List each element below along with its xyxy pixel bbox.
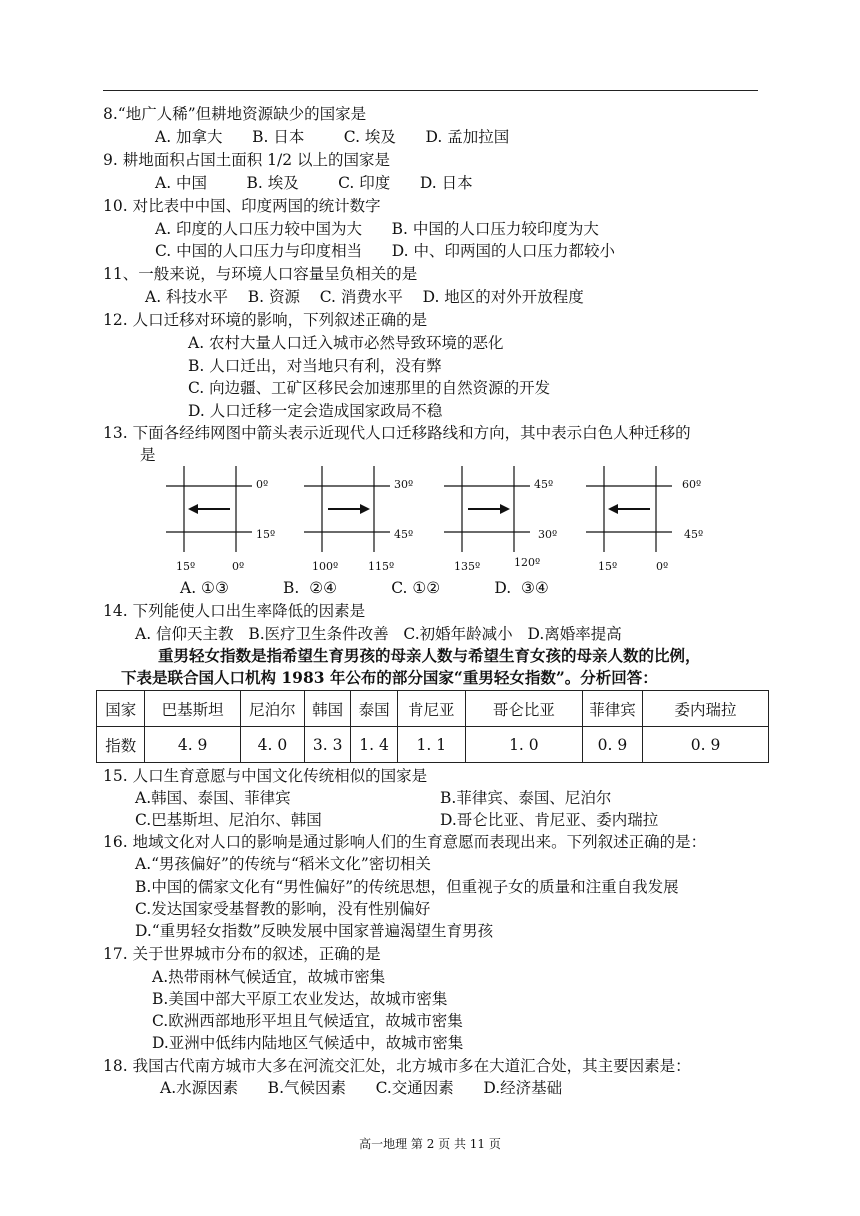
- diagram-2-top-lat: 30º: [394, 478, 414, 491]
- q12-stem: 12. 人口迁移对环境的影响，下列叙述正确的是: [103, 311, 428, 329]
- arrow-left-icon: [608, 504, 618, 514]
- diagram-3-left-lon: 135º: [454, 560, 481, 573]
- lat-long-grid-diagram-3: [438, 462, 568, 574]
- q15-option-d: D.哥仑比亚、肯尼亚、委内瑞拉: [440, 811, 659, 829]
- q15-option-b: B.菲律宾、泰国、尼泊尔: [440, 789, 612, 807]
- q11-stem: 11、一般来说，与环境人口容量呈负相关的是: [103, 265, 418, 283]
- q15-option-a: A.韩国、泰国、菲律宾: [135, 789, 291, 807]
- q12-option-c: C. 向边疆、工矿区移民会加速那里的自然资源的开发: [188, 379, 551, 397]
- q17-option-a: A.热带雨林气候适宜，故城市密集: [152, 968, 386, 986]
- material-text-line2: 下表是联合国人口机构 1983 年公布的部分国家“重男轻女指数”。分析回答：: [121, 668, 658, 687]
- diagram-4-left-lon: 15º: [598, 560, 618, 573]
- diagram-4-top-lat: 60º: [682, 478, 702, 491]
- table-cell: 哥仑比亚: [465, 691, 582, 727]
- q17-option-d: D.亚洲中低纬内陆地区气候适中，故城市密集: [152, 1034, 464, 1052]
- q16-stem: 16. 地域文化对人口的影响是通过影响人们的生育意愿而表现出来。下列叙述正确的是：: [103, 833, 707, 851]
- q12-option-a: A. 农村大量人口迁入城市必然导致环境的恶化: [188, 334, 504, 352]
- diagram-1-right-lon: 0º: [232, 560, 245, 573]
- diagram-4-right-lon: 0º: [656, 560, 669, 573]
- q17-stem: 17. 关于世界城市分布的叙述，正确的是: [103, 945, 381, 963]
- q8-options: A. 加拿大 B. 日本 C. 埃及 D. 孟加拉国: [155, 128, 510, 146]
- table-cell: 指数: [97, 727, 145, 763]
- q10-options-cd: C. 中国的人口压力与印度相当 D. 中、印两国的人口压力都较小: [155, 242, 615, 260]
- table-cell: 肯尼亚: [397, 691, 465, 727]
- diagram-2-right-lon: 115º: [368, 560, 395, 573]
- q10-stem: 10. 对比表中中国、印度两国的统计数字: [103, 197, 381, 215]
- diagram-3-right-lon: 120º: [514, 556, 541, 569]
- table-cell: 巴基斯坦: [145, 691, 240, 727]
- diagram-2-bottom-lat: 45º: [394, 528, 414, 541]
- table-cell: 韩国: [304, 691, 350, 727]
- lat-long-grid-diagram-4: [580, 462, 710, 574]
- table-cell: 0. 9: [582, 727, 642, 763]
- table-cell: 4. 9: [145, 727, 240, 763]
- q9-stem: 9. 耕地面积占国土面积 1/2 以上的国家是: [103, 151, 391, 169]
- q13-stem-line2: 是: [140, 446, 156, 464]
- table-cell: 1. 0: [465, 727, 582, 763]
- q15-stem: 15. 人口生育意愿与中国文化传统相似的国家是: [103, 767, 428, 785]
- table-cell: 泰国: [351, 691, 397, 727]
- q10-options-ab: A. 印度的人口压力较中国为大 B. 中国的人口压力较印度为大: [155, 220, 599, 238]
- q17-option-c: C.欧洲西部地形平坦且气候适宜，故城市密集: [152, 1012, 463, 1030]
- q8-stem: 8.“地广人稀”但耕地资源缺少的国家是: [103, 105, 367, 123]
- q12-option-d: D. 人口迁移一定会造成国家政局不稳: [188, 402, 443, 420]
- table-cell: 4. 0: [240, 727, 304, 763]
- q14-stem: 14. 下列能使人口出生率降低的因素是: [103, 602, 366, 620]
- lat-long-grid-diagram-1: [160, 462, 290, 574]
- lat-long-grid-diagram-2: [298, 462, 428, 574]
- q17-option-b: B.美国中部大平原工农业发达，故城市密集: [152, 990, 448, 1008]
- table-cell: 委内瑞拉: [643, 691, 769, 727]
- table-cell: 1. 1: [397, 727, 465, 763]
- table-cell: 尼泊尔: [240, 691, 304, 727]
- q13-options: A. ①③ B. ②④ C. ①② D. ③④: [180, 579, 549, 597]
- preference-index-table: [96, 690, 769, 763]
- q15-option-c: C.巴基斯坦、尼泊尔、韩国: [135, 811, 322, 829]
- diagram-3-bottom-lat: 30º: [538, 528, 558, 541]
- q12-option-b: B. 人口迁出，对当地只有利，没有弊: [188, 357, 442, 375]
- q14-options: A. 信仰天主教 B.医疗卫生条件改善 C.初婚年龄减小 D.离婚率提高: [135, 625, 622, 643]
- q11-options: A. 科技水平 B. 资源 C. 消费水平 D. 地区的对外开放程度: [145, 288, 584, 306]
- diagram-1-top-lat: 0º: [256, 478, 269, 491]
- q16-option-d: D.“重男轻女指数”反映发展中国家普遍渴望生育男孩: [135, 922, 494, 940]
- arrow-right-icon: [360, 504, 370, 514]
- table-cell: 3. 3: [304, 727, 350, 763]
- table-row: [97, 727, 769, 763]
- q18-options: A.水源因素 B.气候因素 C.交通因素 D.经济基础: [160, 1079, 563, 1097]
- arrow-left-icon: [188, 504, 198, 514]
- diagram-1-left-lon: 15º: [176, 560, 196, 573]
- table-cell: 菲律宾: [582, 691, 642, 727]
- arrow-right-icon: [500, 504, 510, 514]
- q16-option-a: A.“男孩偏好”的传统与“稻米文化”密切相关: [135, 855, 431, 873]
- q16-option-c: C.发达国家受基督教的影响，没有性别偏好: [135, 900, 431, 918]
- q18-stem: 18. 我国古代南方城市大多在河流交汇处，北方城市多在大道汇合处，其主要因素是：: [103, 1057, 691, 1075]
- table-cell: 国家: [97, 691, 145, 727]
- q13-stem-line1: 13. 下面各经纬网图中箭头表示近现代人口迁移路线和方向，其中表示白色人种迁移的: [103, 424, 691, 442]
- diagram-4-bottom-lat: 45º: [684, 528, 704, 541]
- q16-option-b: B.中国的儒家文化有“男性偏好”的传统思想，但重视子女的质量和注重自我发展: [135, 878, 679, 896]
- table-header-row: [97, 691, 769, 727]
- table-cell: 0. 9: [643, 727, 769, 763]
- diagram-2-left-lon: 100º: [312, 560, 339, 573]
- q9-options: A. 中国 B. 埃及 C. 印度 D. 日本: [155, 174, 473, 192]
- diagram-3-top-lat: 45º: [534, 478, 554, 491]
- header-rule: [103, 90, 758, 91]
- material-text-line1: 重男轻女指数是指希望生育男孩的母亲人数与希望生育女孩的母亲人数的比例，: [158, 646, 701, 665]
- page-footer: 高一地理 第 2 页 共 11 页: [359, 1137, 501, 1151]
- table-cell: 1. 4: [351, 727, 397, 763]
- diagram-1-bottom-lat: 15º: [256, 528, 276, 541]
